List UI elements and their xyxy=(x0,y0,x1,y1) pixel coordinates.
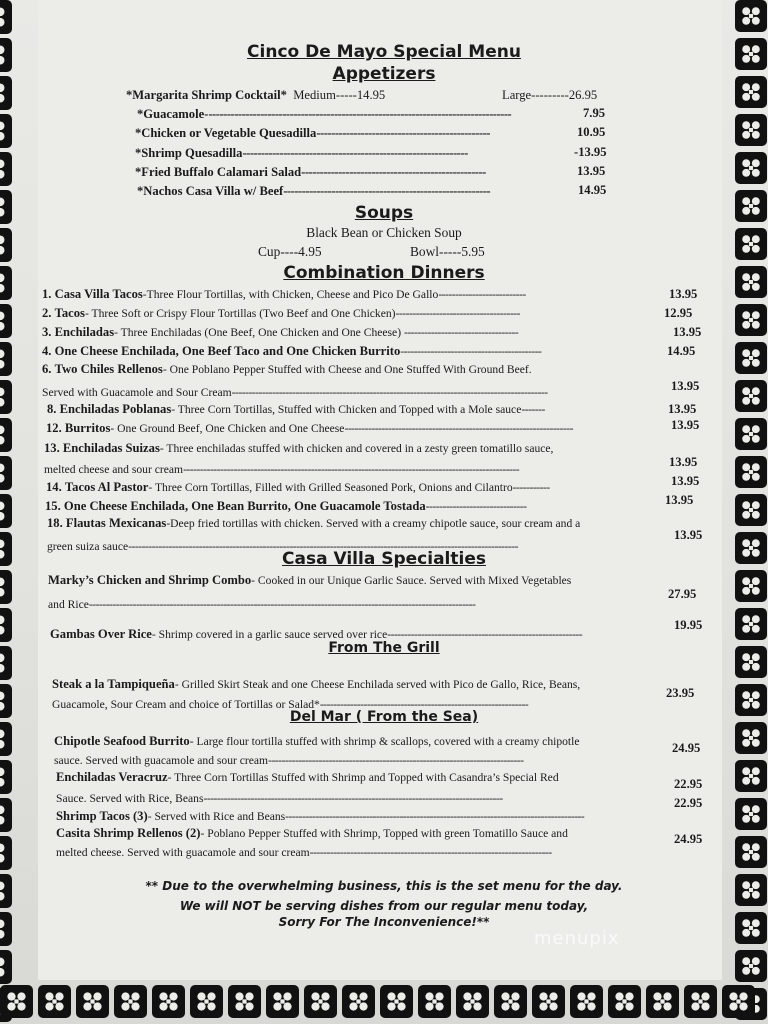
flower-tile-icon xyxy=(0,0,12,34)
item-name: Enchiladas Veracruz xyxy=(56,770,168,784)
flower-tile-icon xyxy=(342,985,375,1018)
item-leader: ----------------------------------------------------------------------------------------- xyxy=(203,792,503,805)
item-price: 27.95 xyxy=(668,587,697,601)
item-number: 8. xyxy=(47,402,57,416)
item-price: 24.95 xyxy=(672,741,701,755)
appetizer-item: *Margarita Shrimp Cocktail* Medium-----14.95 xyxy=(126,88,386,102)
flower-tile-icon xyxy=(494,985,527,1018)
item-leader: -------------------------------------------------------------- xyxy=(319,698,529,711)
item-number: 6. xyxy=(42,362,52,376)
flower-tile-icon xyxy=(0,798,12,832)
sea-heading: Del Mar ( From the Sea) xyxy=(289,709,479,725)
flower-tile-icon xyxy=(0,836,12,870)
flower-tile-icon xyxy=(76,985,109,1018)
item-number: 14. xyxy=(46,480,62,494)
menu-item-line xyxy=(42,362,682,377)
flower-tile-icon xyxy=(0,304,12,338)
item-leader: ------------------------------------------------------------------------------------------------------------------- xyxy=(88,598,476,611)
item-price: 13.95 xyxy=(673,325,702,339)
flower-tile-icon xyxy=(735,304,767,336)
item-leader: ------------------------------------- xyxy=(395,307,520,320)
flower-tile-icon xyxy=(0,342,12,376)
item-description: - Three Corn Tortillas Stuffed with Shrimp and Topped with Casandra’s Special Red xyxy=(167,771,559,784)
menu-item-line xyxy=(56,809,674,824)
soup-name: Black Bean or Chicken Soup xyxy=(306,225,462,240)
item-description: - Three Enchiladas (One Beef, One Chicken and One Cheese) xyxy=(114,326,404,339)
item-description: - One Ground Beef, One Chicken and One Cheese xyxy=(110,422,345,435)
combination-heading: Combination Dinners xyxy=(283,263,485,283)
item-price: 13.95 xyxy=(671,379,700,393)
appetizer-price: -13.95 xyxy=(574,145,607,159)
item-name: Two Chiles Rellenos xyxy=(54,362,163,376)
item-name: Gambas Over Rice xyxy=(50,627,152,641)
item-price: 13.95 xyxy=(671,474,700,488)
soup-bowl-price: Bowl-----5.95 xyxy=(410,244,485,259)
item-description: -Three Flour Tortillas, with Chicken, Cheese and Pico De Gallo xyxy=(142,288,439,301)
flower-tile-icon xyxy=(266,985,299,1018)
soups-heading: Soups xyxy=(354,203,414,223)
flower-tile-icon xyxy=(735,950,767,982)
item-description-cont: melted cheese and sour cream xyxy=(44,463,184,476)
watermark: menupix xyxy=(534,928,620,949)
flower-tile-icon xyxy=(0,114,12,148)
flower-tile-icon xyxy=(0,152,12,186)
flower-tile-icon xyxy=(0,380,12,414)
item-price: 24.95 xyxy=(674,832,703,846)
menu-item-line xyxy=(56,770,696,785)
flower-tile-icon xyxy=(735,798,767,830)
item-number: 2. xyxy=(42,306,52,320)
menu-item-line xyxy=(45,499,665,514)
item-price: 13.95 xyxy=(669,287,698,301)
item-description: - Three Corn Tortillas, Filled with Grilled Seasoned Pork, Onions and Cilantro xyxy=(148,481,513,494)
flower-tile-icon xyxy=(0,418,12,452)
flower-tile-icon xyxy=(0,456,12,490)
item-number: 1. xyxy=(42,287,52,301)
item-price: 13.95 xyxy=(671,418,700,432)
menu-item-line xyxy=(42,306,664,321)
flower-tile-icon xyxy=(735,760,767,792)
menu-item-line xyxy=(47,402,668,417)
menu-item-line xyxy=(56,826,696,841)
menu-title: Cinco De Mayo Special Menu xyxy=(247,42,521,62)
appetizers-heading: Appetizers xyxy=(332,64,436,84)
menu-item-line xyxy=(54,734,694,749)
item-description: - Grilled Skirt Steak and one Cheese Enchilada served with Pico de Gallo, Rice, Beans, xyxy=(174,678,581,691)
appetizer-item: *Chicken or Vegetable Quesadilla----------------------------------------------- xyxy=(135,126,490,140)
item-price: 19.95 xyxy=(674,618,703,632)
item-number: 12. xyxy=(46,421,62,435)
menu-item-line xyxy=(44,462,669,477)
item-name: One Cheese Enchilada, One Bean Burrito, One Guacamole Tostada xyxy=(63,499,426,513)
item-name: Casa Villa Tacos xyxy=(54,287,143,301)
flower-tile-icon xyxy=(735,456,767,488)
flower-tile-icon xyxy=(735,608,767,640)
flower-tile-icon xyxy=(0,760,12,794)
flower-tile-icon xyxy=(380,985,413,1018)
left-tile-border xyxy=(0,0,12,1024)
flower-tile-icon xyxy=(418,985,451,1018)
item-leader: ----------- xyxy=(512,481,550,494)
item-description: - Three Corn Tortillas, Stuffed with Chicken and Topped with a Mole sauce xyxy=(171,403,522,416)
item-leader: ---------------------------------------------------------------------------------------------------- xyxy=(183,463,520,476)
menu-item-line xyxy=(48,573,688,588)
item-name: Flautas Mexicanas xyxy=(65,516,167,530)
bottom-tile-border xyxy=(0,985,760,1018)
item-description: - Poblano Pepper Stuffed with Shrimp, Topped with green Tomatillo Sauce and xyxy=(200,827,568,840)
item-number: 18. xyxy=(47,516,63,530)
item-price: 13.95 xyxy=(674,528,703,542)
appetizer-price: 14.95 xyxy=(578,183,607,197)
item-name: Tacos Al Pastor xyxy=(64,480,149,494)
item-description: - Large flour tortilla stuffed with shrimp & scallops, covered with a creamy chipotle xyxy=(189,735,580,748)
item-name: Enchiladas Suizas xyxy=(62,441,160,455)
flower-tile-icon xyxy=(0,950,12,984)
appetizer-item: *Nachos Casa Villa w/ Beef-------------------------------------------------------- xyxy=(137,184,491,198)
item-price: 23.95 xyxy=(666,686,695,700)
item-leader: ------------------------------------------------------------------------ xyxy=(309,846,552,859)
item-name: Burritos xyxy=(64,421,111,435)
item-description-cont: melted cheese. Served with guacamole and sour cream xyxy=(56,846,310,859)
flower-tile-icon xyxy=(228,985,261,1018)
flower-tile-icon xyxy=(735,380,767,412)
appetizer-price: 7.95 xyxy=(583,106,606,120)
flower-tile-icon xyxy=(735,0,767,32)
item-name: Casita Shrimp Rellenos (2) xyxy=(56,826,201,840)
item-description-cont: sauce. Served with guacamole and sour cream xyxy=(54,754,269,767)
notice-line: Sorry For The Inconvenience!** xyxy=(278,915,490,929)
item-name: Enchiladas Poblanas xyxy=(59,402,172,416)
flower-tile-icon xyxy=(735,836,767,868)
item-price: 22.95 xyxy=(674,796,703,810)
menu-item-line xyxy=(56,791,674,806)
menu-item-line xyxy=(56,845,674,860)
appetizer-price-large: Large---------26.95 xyxy=(502,88,598,102)
menu-item-line xyxy=(54,753,672,768)
appetizer-item: *Fried Buffalo Calamari Salad-------------------------------------------------- xyxy=(135,165,486,179)
item-description: - One Poblano Pepper Stuffed with Cheese and One Stuffed With Ground Beef. xyxy=(162,363,532,376)
menu-item-line xyxy=(48,597,668,612)
item-name: Chipotle Seafood Burrito xyxy=(54,734,190,748)
item-leader: ------- xyxy=(521,403,545,416)
item-description: - Served with Rice and Beans xyxy=(147,810,286,823)
flower-tile-icon xyxy=(684,985,717,1018)
menu-item-line xyxy=(47,516,687,531)
item-number: 3. xyxy=(42,325,52,339)
specialties-heading: Casa Villa Specialties xyxy=(282,549,486,569)
item-price: 13.95 xyxy=(665,493,694,507)
item-description-cont: Guacamole, Sour Cream and choice of Tortillas or Salad* xyxy=(52,698,320,711)
item-price: 22.95 xyxy=(674,777,703,791)
flower-tile-icon xyxy=(532,985,565,1018)
appetizer-item: *Shrimp Quesadilla------------------------------------------------------------- xyxy=(135,146,468,160)
item-price: 14.95 xyxy=(667,344,696,358)
flower-tile-icon xyxy=(38,985,71,1018)
item-description-cont: Served with Guacamole and Sour Cream xyxy=(42,386,232,399)
item-name: One Cheese Enchilada, One Beef Taco and One Chicken Burrito xyxy=(54,344,401,358)
menu-item-line xyxy=(42,385,671,400)
notice-line: We will NOT be serving dishes from our regular menu today, xyxy=(179,899,589,913)
item-number: 4. xyxy=(42,344,52,358)
item-price: 12.95 xyxy=(664,306,693,320)
flower-tile-icon xyxy=(646,985,679,1018)
flower-tile-icon xyxy=(735,722,767,754)
flower-tile-icon xyxy=(735,152,767,184)
menu-item-line xyxy=(44,441,684,456)
item-name: Enchiladas xyxy=(54,325,115,339)
flower-tile-icon xyxy=(0,494,12,528)
item-description: -Deep fried tortillas with chicken. Served with a creamy chipotle sauce, sour cream and a xyxy=(166,517,581,530)
menu-item-line xyxy=(52,677,692,692)
grill-heading: From The Grill xyxy=(328,640,440,656)
flower-tile-icon xyxy=(735,570,767,602)
appetizer-item: *Guacamole----------------------------------------------------------------------------------- xyxy=(137,107,512,121)
item-leader: ----------------------------------------------------------------------------------------- xyxy=(285,810,585,823)
item-name: Steak a la Tampiqueña xyxy=(52,677,175,691)
flower-tile-icon xyxy=(0,570,12,604)
flower-tile-icon xyxy=(456,985,489,1018)
appetizer-price: 13.95 xyxy=(577,164,606,178)
flower-tile-icon xyxy=(114,985,147,1018)
menu-item-line xyxy=(46,480,671,495)
flower-tile-icon xyxy=(570,985,603,1018)
item-description: - Shrimp covered in a garlic sauce served over rice xyxy=(151,628,388,641)
item-description-cont: and Rice xyxy=(48,598,89,611)
item-description: - Cooked in our Unique Garlic Sauce. Served with Mixed Vegetables xyxy=(251,574,572,587)
item-leader: ---------------------------------- xyxy=(403,326,519,339)
item-description-cont: green suiza sauce xyxy=(47,540,129,553)
item-description: - Three Soft or Crispy Flour Tortillas (Two Beef and One Chicken) xyxy=(84,307,396,320)
flower-tile-icon xyxy=(735,342,767,374)
item-leader: ---------------------------------------------------------- xyxy=(387,628,583,641)
appetizer-price: 10.95 xyxy=(577,125,606,139)
item-number: 13. xyxy=(44,441,60,455)
flower-tile-icon xyxy=(608,985,641,1018)
item-leader: -------------------------- xyxy=(438,288,526,301)
right-tile-border xyxy=(735,0,767,1024)
item-leader: ---------------------------------------------------------------------------------------------- xyxy=(231,386,548,399)
item-leader: -------------------------------------------------------------------------------------------------------------------- xyxy=(128,540,518,553)
flower-tile-icon xyxy=(735,494,767,526)
flower-tile-icon xyxy=(304,985,337,1018)
flower-tile-icon xyxy=(0,722,12,756)
item-name: Tacos xyxy=(54,306,85,320)
flower-tile-icon xyxy=(735,418,767,450)
flower-tile-icon xyxy=(0,608,12,642)
item-leader: ---------------------------------------------------------------------------- xyxy=(268,754,524,767)
flower-tile-icon xyxy=(152,985,185,1018)
flower-tile-icon xyxy=(735,114,767,146)
menu-item-line xyxy=(42,344,667,359)
item-leader: ------------------------------ xyxy=(425,500,527,513)
item-description-cont: Sauce. Served with Rice, Beans xyxy=(56,792,204,805)
item-price: 13.95 xyxy=(669,455,698,469)
item-description: - Three enchiladas stuffed with chicken and covered in a zesty green tomatillo sauce, xyxy=(159,442,554,455)
notice-line: ** Due to the overwhelming business, this is the set menu for the day. xyxy=(145,879,623,893)
item-leader: ------------------------------------------ xyxy=(400,345,542,358)
soup-cup-price: Cup----4.95 xyxy=(258,244,322,259)
item-price: 13.95 xyxy=(668,402,697,416)
flower-tile-icon xyxy=(0,985,33,1018)
item-name: Shrimp Tacos (3) xyxy=(56,809,148,823)
item-name: Marky’s Chicken and Shrimp Combo xyxy=(48,573,252,587)
menu-item-line xyxy=(42,287,669,302)
item-number: 15. xyxy=(45,499,61,513)
item-leader: -------------------------------------------------------------------- xyxy=(344,422,573,435)
flower-tile-icon xyxy=(722,985,755,1018)
menu-item-line xyxy=(46,421,671,436)
flower-tile-icon xyxy=(190,985,223,1018)
menu-item-line xyxy=(42,325,673,340)
